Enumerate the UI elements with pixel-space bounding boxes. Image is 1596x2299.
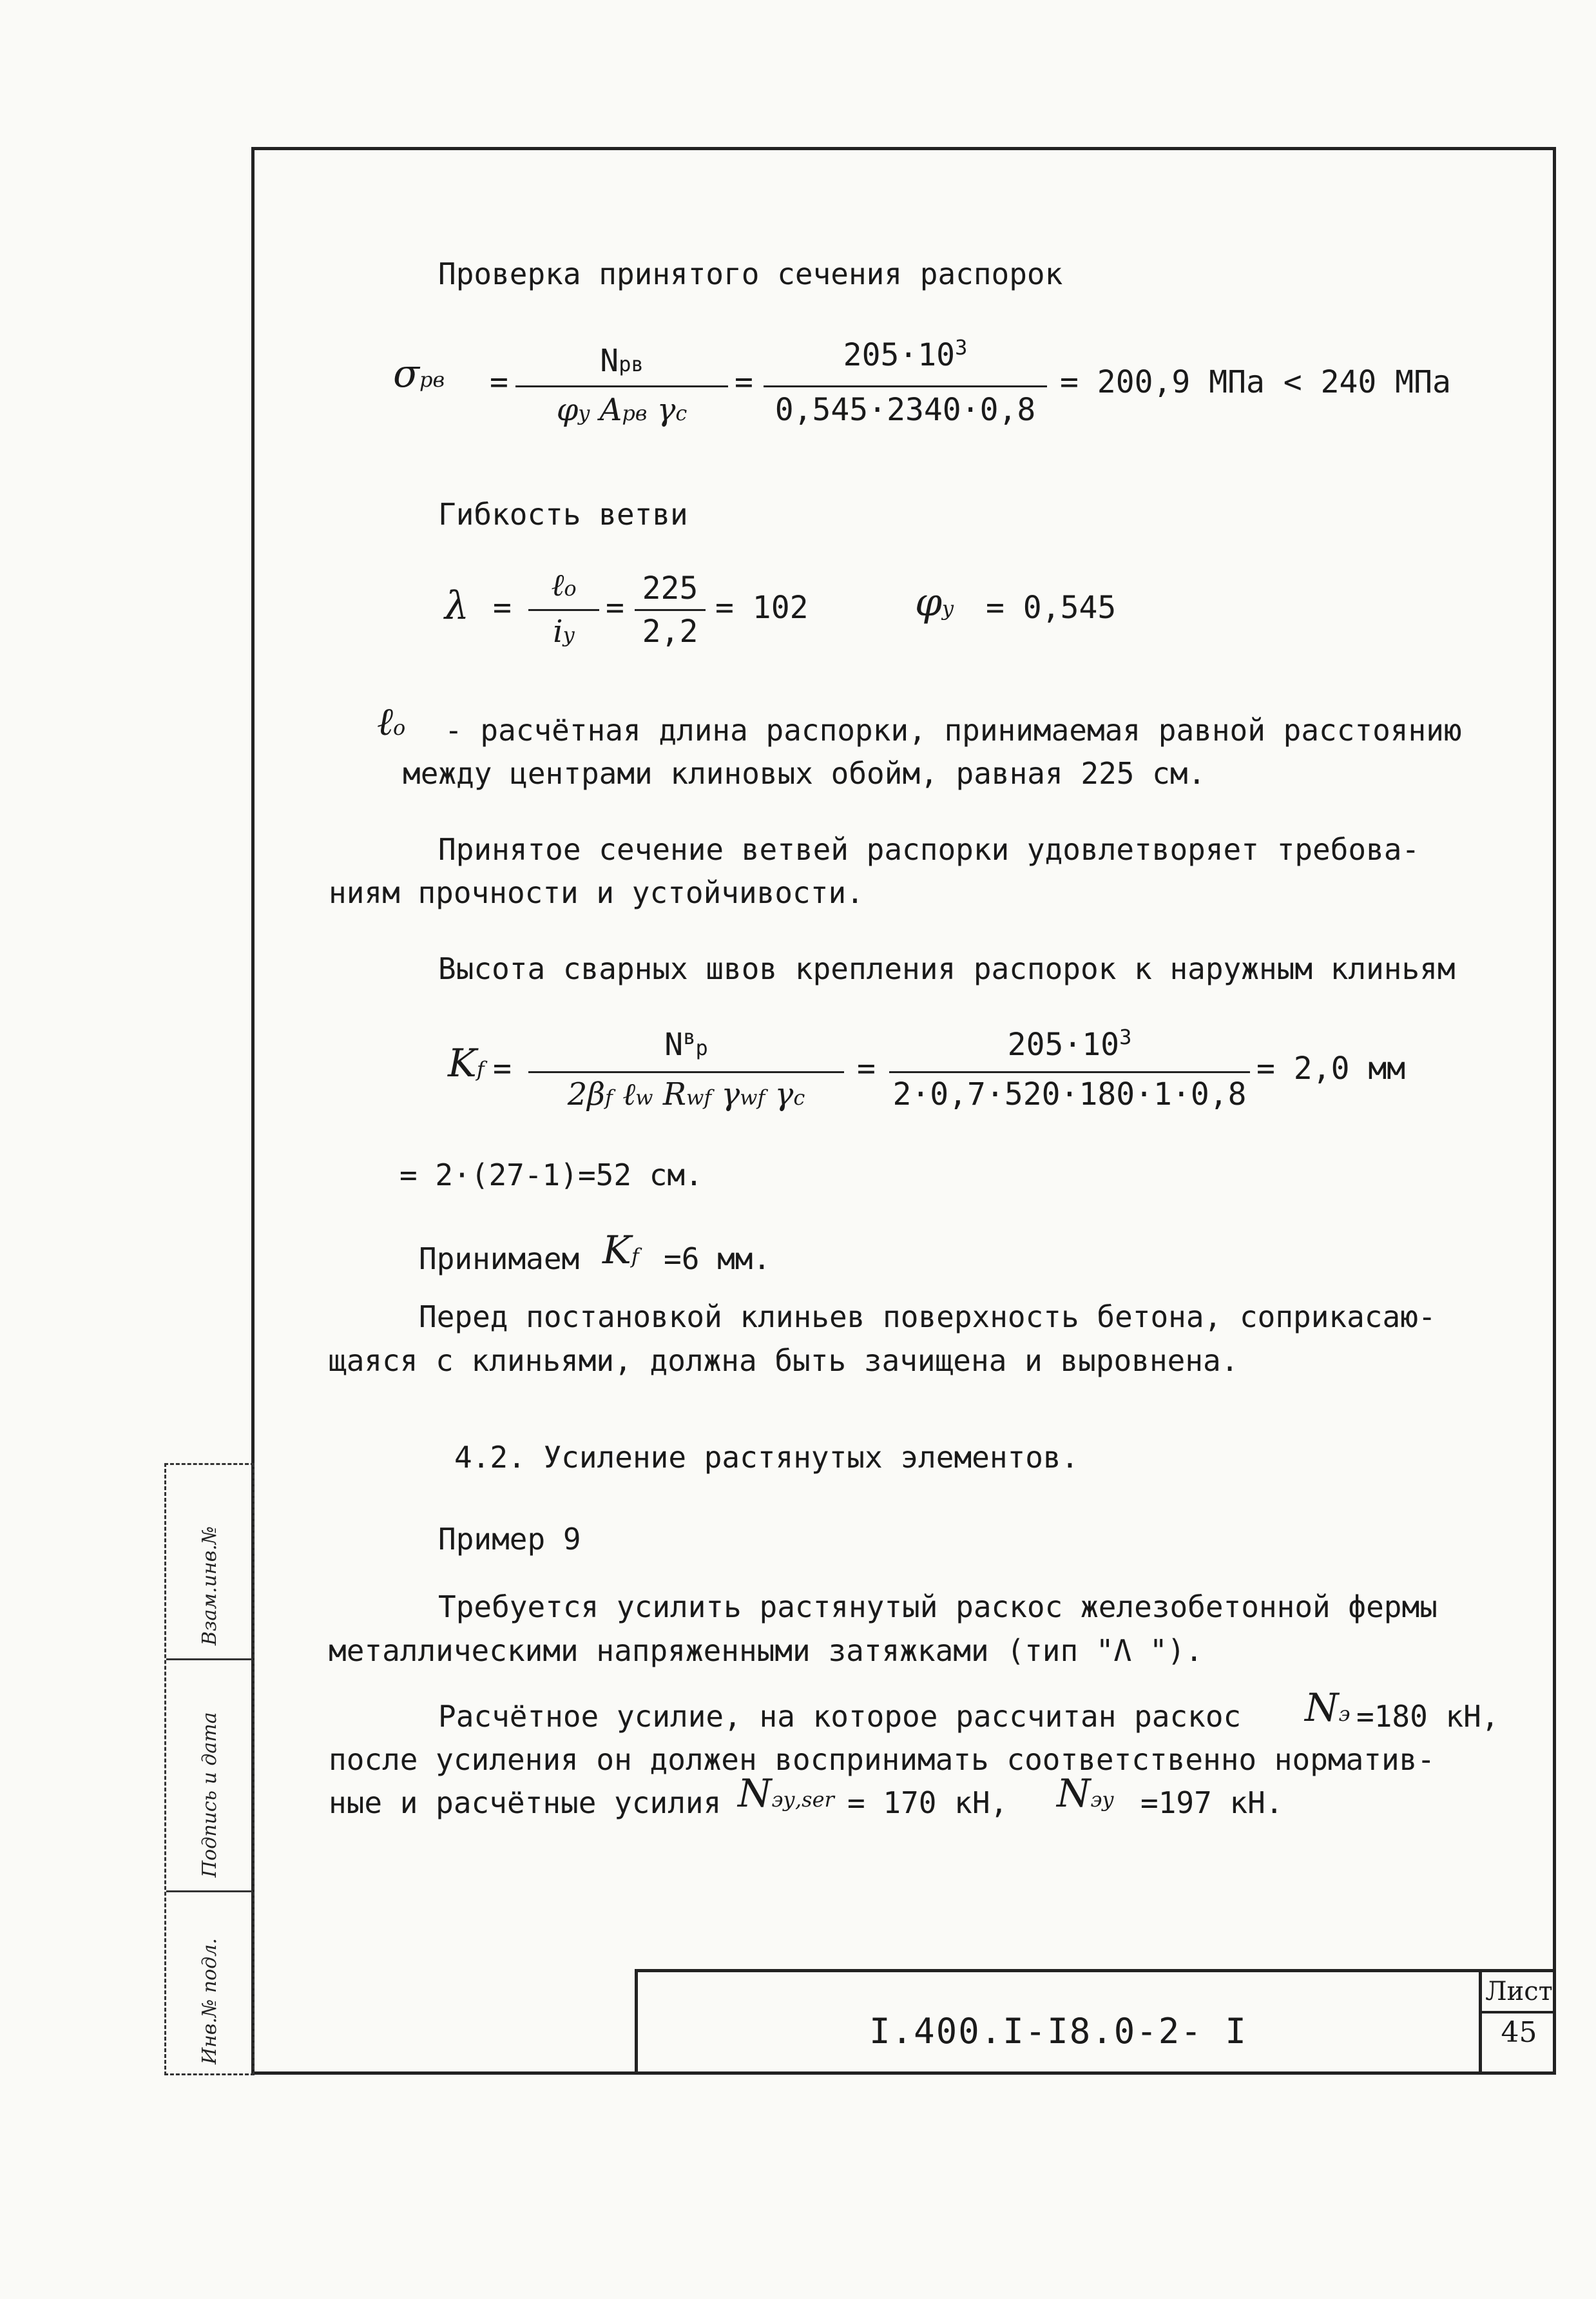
- definition-line-1: - расчётная длина распорки, принимаемая равной расстоянию: [445, 713, 1462, 748]
- paragraph-flexibility: Гибкость ветви: [438, 497, 688, 532]
- stamp-cell-signature: Подпись и дата: [198, 1712, 221, 1877]
- paragraph-wedges-2: щаяся с клиньями, должна быть зачищена и выровнена.: [329, 1343, 1239, 1378]
- paragraph-task-1: Требуется усилить растянутый раскос железобетонной фермы: [438, 1589, 1437, 1624]
- example-title: Пример 9: [438, 1522, 581, 1557]
- formula-weld-line-2: = 2·(27-1)=52 см.: [399, 1158, 703, 1192]
- definition-line-2: между центрами клиновых обойм, равная 225 см.: [403, 756, 1206, 791]
- side-stamp: [164, 1463, 255, 2075]
- paragraph-check-section: Проверка принятого сечения распорок: [438, 257, 1063, 291]
- sheet-box: [1479, 1972, 1556, 2075]
- paragraph-accepted-2: ниям прочности и устойчивости.: [329, 875, 864, 910]
- title-block: [635, 1969, 1556, 2075]
- stamp-cell-replace: Взам.инв.№: [198, 1526, 221, 1645]
- symbol-l0: ℓo: [377, 699, 406, 744]
- sheet-number: 45: [1501, 2016, 1537, 2049]
- paragraph-task-2: металлическими напряженными затяжками (тип "Λ ").: [329, 1633, 1204, 1668]
- stamp-cell-inventory: Инв.№ подл.: [198, 1938, 221, 2064]
- paragraph-weld-height: Высота сварных швов крепления распорок к наружным клиньям: [438, 951, 1456, 986]
- paragraph-accepted-1: Принятое сечение ветвей распорки удовлетворяет требова-: [438, 832, 1420, 867]
- sheet-label: Лист: [1482, 1972, 1556, 2013]
- document-code: I.400.I-I8.0-2- I: [869, 2011, 1247, 2052]
- section-heading: 4.2. Усиление растянутых элементов.: [454, 1440, 1079, 1475]
- paragraph-wedges-1: Перед постановкой клиньев поверхность бетона, соприкасаю-: [419, 1299, 1436, 1334]
